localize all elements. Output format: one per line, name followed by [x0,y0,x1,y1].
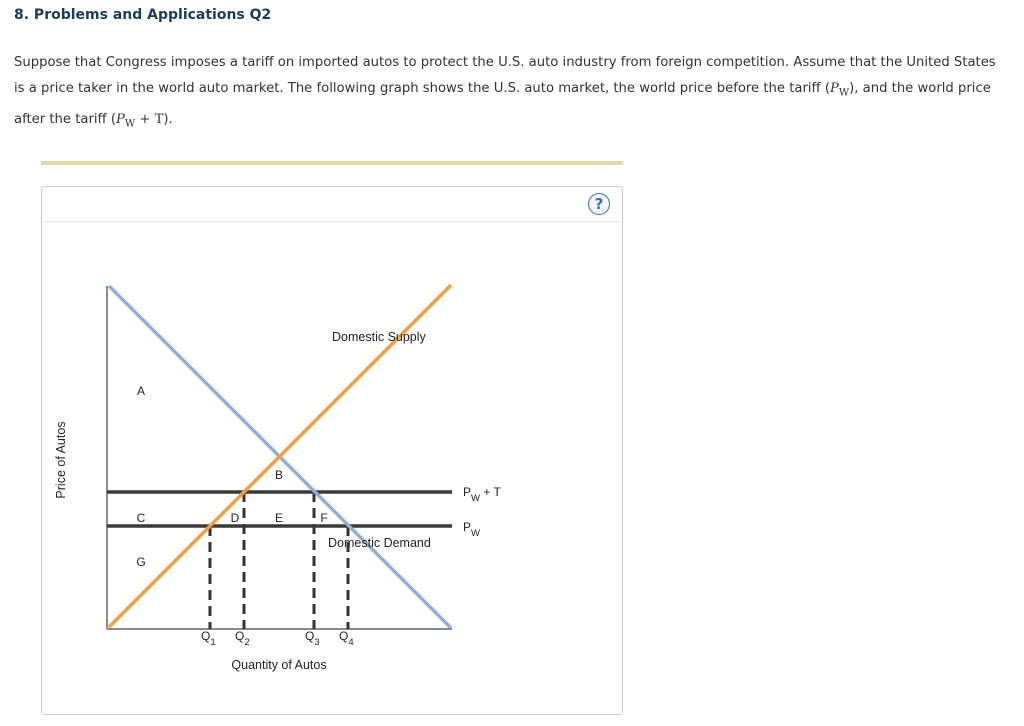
q1-label: $Q_1$ [201,629,216,648]
q3-label: $Q_3$ [305,629,320,648]
area-label-g: G [136,555,146,569]
area-label-e: E [274,511,284,525]
tariff-graph [42,187,622,714]
area-label-b: B [274,468,284,482]
question-title: 8. Problems and Applications Q2 [14,7,272,23]
help-icon[interactable]: ? [588,193,610,215]
x-axis-label: Quantity of Autos [231,658,327,672]
area-label-f: F [320,511,328,525]
area-label-c: C [136,511,146,525]
area-label-a: A [136,384,146,398]
question-text: Suppose that Congress imposes a tariff on imported autos to protect the U.S. auto industry from foreign competition. Assume that the United States is a price taker in the world auto market. The following graph shows the U.S. auto market, the world price before the tariff $(P_W)$, and the world price after the tariff $(P_W + T)$. [14,55,996,130]
q4-label: $Q_4$ [339,629,354,648]
y-axis-label: Price of Autos [54,421,68,499]
graph-panel [41,186,623,715]
supply-curve-label: Domestic Supply [332,330,426,344]
section-divider [41,161,623,165]
demand-curve-label: Domestic Demand [328,536,431,550]
area-label-d: D [230,511,240,525]
world-price-tariff-symbol: $P_W + T$ [115,111,164,130]
world-price-symbol: $P_W$ [829,81,850,99]
pw-plus-t-label: $P_W + T$ [463,485,501,504]
pw-label: $P_W$ [463,520,480,539]
q2-label: $Q_2$ [235,629,250,648]
